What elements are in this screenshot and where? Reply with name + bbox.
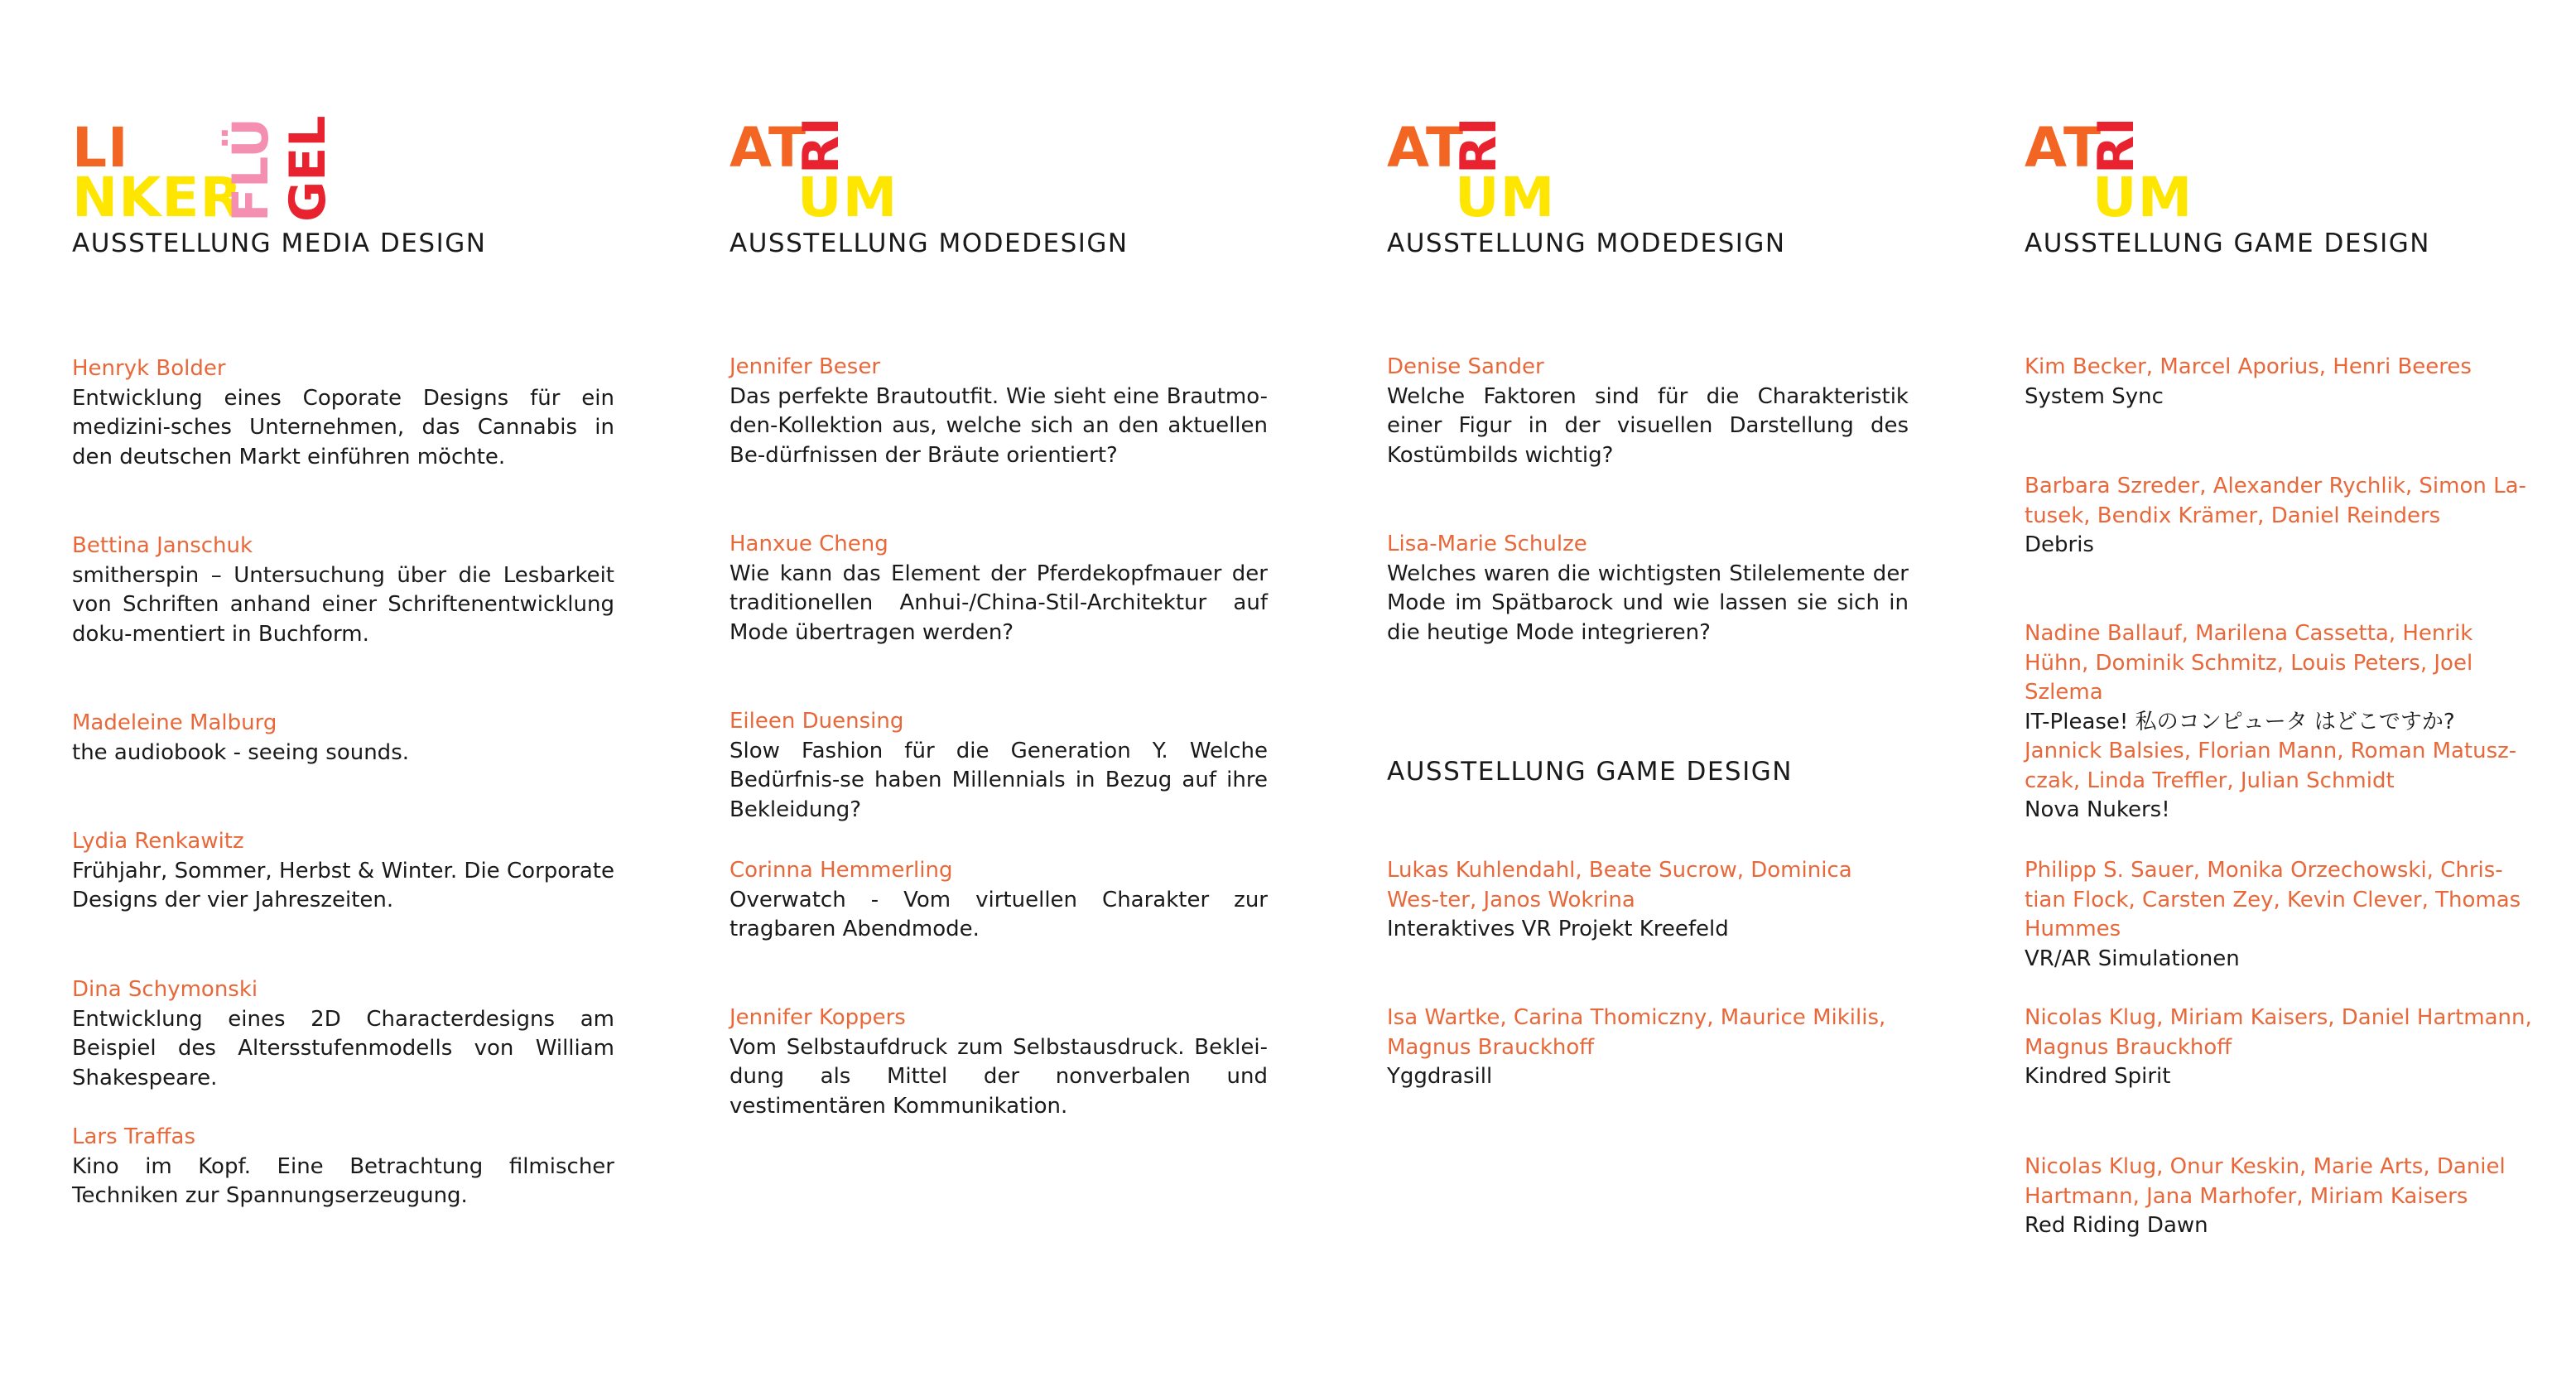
logo-part-at: AT: [2025, 116, 2102, 180]
entry-description: the audiobook - seeing sounds.: [72, 739, 409, 765]
entry-description: Das perfekte Brautoutfit. Wie sieht eine Brautmo-den-Kollektion aus, welche sich an den aktuellen Be-dürfnissen der Bräute orientiert?: [729, 383, 1268, 468]
entry-name: Henryk Bolder: [72, 356, 226, 381]
entry-description: Wie kann das Element der Pferdekopfmauer der traditionellen Anhui-/China-Stil-Architektur auf Mode übertragen werden?: [729, 561, 1268, 645]
entry-name: Kim Becker, Marcel Aporius, Henri Beeres: [2025, 354, 2472, 379]
entry-description: Welche Faktoren sind für die Charakteristik einer Figur in der visuellen Darstellung des Kostümbilds wichtig?: [1387, 383, 1909, 468]
logo-part-ri: RI: [792, 117, 850, 174]
list-item: [729, 353, 1268, 470]
entry-name: Isa Wartke, Carina Thomiczny, Maurice Mikilis, Magnus Brauckhoff: [1387, 1005, 1886, 1060]
logo-part-ri: RI: [1450, 117, 1508, 174]
column-media-design: [72, 0, 643, 1396]
entry-description: Vom Selbstaufdruck zum Selbstausdruck. Beklei-dung als Mittel der nonverbalen und vestimentären Kommunikation.: [729, 1034, 1268, 1119]
entry-name: Nicolas Klug, Miriam Kaisers, Daniel Hartmann, Magnus Brauckhoff: [2025, 1005, 2532, 1060]
list-item: [729, 530, 1268, 647]
entry-description: Yggdrasill: [1387, 1064, 1493, 1089]
logo-part-at: AT: [1387, 116, 1464, 180]
list-item: [72, 532, 614, 649]
section-heading: AUSSTELLUNG MODEDESIGN: [729, 229, 1129, 258]
logo-part-um: UM: [2092, 166, 2193, 229]
list-item: [2025, 737, 2534, 826]
list-item: [72, 1123, 614, 1211]
entry-name: Hanxue Cheng: [729, 532, 888, 556]
list-item: [2025, 1004, 2534, 1092]
list-item: [72, 354, 614, 472]
logo-part-ri: RI: [2087, 117, 2145, 174]
entry-description: Entwicklung eines 2D Characterdesigns am Beispiel des Altersstufenmodells von William Shakespeare.: [72, 1006, 614, 1090]
entry-description: Slow Fashion für die Generation Y. Welche Bedürfnis-se haben Millennials in Bezug auf ihre Bekleidung?: [729, 738, 1268, 822]
list-item: [72, 709, 614, 768]
entry-description: smitherspin – Untersuchung über die Lesbarkeit von Schriften anhand einer Schriftenentwicklung doku-mentiert in Buchform.: [72, 562, 614, 647]
list-item: [1387, 530, 1909, 647]
logo-part-um: UM: [797, 166, 898, 229]
entry-description: Debris: [2025, 532, 2094, 557]
logo-part-um: UM: [1455, 166, 1556, 229]
section-heading: AUSSTELLUNG GAME DESIGN: [2025, 229, 2430, 258]
list-item: [729, 1004, 1268, 1121]
list-item: [729, 856, 1268, 945]
list-item: [72, 827, 614, 916]
entry-description: Entwicklung eines Coporate Designs für ein medizini-sches Unternehmen, das Cannabis in den deutschen Markt einführen möchte.: [72, 385, 614, 469]
list-item: [2025, 856, 2534, 974]
section-heading: AUSSTELLUNG MODEDESIGN: [1387, 229, 1786, 258]
entry-description: Kindred Spirit: [2025, 1064, 2171, 1089]
entry-name: Corinna Hemmerling: [729, 858, 953, 883]
list-item: [2025, 472, 2534, 561]
entry-description: System Sync: [2025, 383, 2164, 409]
entry-name: Philipp S. Sauer, Monika Orzechowski, Chris-tian Flock, Carsten Zey, Kevin Clever, Thomas Hummes: [2025, 858, 2521, 941]
entry-description: Interaktives VR Projekt Kreefeld: [1387, 917, 1729, 941]
entry-name: Eileen Duensing: [729, 709, 904, 734]
entry-description: Frühjahr, Sommer, Herbst & Winter. Die Corporate Designs der vier Jahreszeiten.: [72, 858, 614, 912]
logo-part-li: LI: [72, 116, 129, 180]
entry-name: Lukas Kuhlendahl, Beate Sucrow, Dominica Wes-ter, Janos Wokrina: [1387, 858, 1852, 912]
entry-name: Nadine Ballauf, Marilena Cassetta, Henrik Hühn, Dominik Schmitz, Louis Peters, Joel Szlema: [2025, 621, 2473, 705]
entry-description: Overwatch - Vom virtuellen Charakter zur tragbaren Abendmode.: [729, 887, 1268, 941]
logo-part-at: AT: [729, 116, 807, 180]
entry-description: Nova Nukers!: [2025, 797, 2170, 822]
list-item: [1387, 1004, 1909, 1092]
list-item: [2025, 619, 2534, 737]
logo-part-flue: FLÜ: [222, 118, 280, 222]
entry-name: Jannick Balsies, Florian Mann, Roman Matusz-czak, Linda Treffler, Julian Schmidt: [2025, 739, 2517, 793]
entry-name: Lisa-Marie Schulze: [1387, 532, 1587, 556]
list-item: [1387, 856, 1909, 945]
section-heading-game-design: AUSSTELLUNG GAME DESIGN: [1387, 757, 1793, 787]
entry-description: IT-Please! 私のコンピュータ はどこですか?: [2025, 709, 2455, 734]
logo-part-nker: NKER: [72, 166, 243, 229]
column-game-design: [2025, 0, 2538, 1396]
list-item: [2025, 353, 2534, 412]
entry-name: Madeleine Malburg: [72, 710, 277, 735]
entry-description: Kino im Kopf. Eine Betrachtung filmischer Techniken zur Spannungserzeugung.: [72, 1153, 614, 1208]
column-modedesign-gamedesign: [1387, 0, 1917, 1396]
list-item: [2025, 1153, 2534, 1241]
logo-part-gel: GEL: [279, 115, 337, 222]
entry-name: Lydia Renkawitz: [72, 829, 244, 854]
section-heading: AUSSTELLUNG MEDIA DESIGN: [72, 229, 487, 258]
list-item: [1387, 353, 1909, 470]
column-modedesign: [729, 0, 1276, 1396]
entry-name: Nicolas Klug, Onur Keskin, Marie Arts, Daniel Hartmann, Jana Marhofer, Miriam Kaisers: [2025, 1154, 2506, 1209]
entry-description: Red Riding Dawn: [2025, 1213, 2208, 1238]
entry-name: Dina Schymonski: [72, 977, 258, 1002]
entry-name: Bettina Janschuk: [72, 533, 253, 558]
entry-name: Jennifer Beser: [729, 354, 881, 379]
entry-name: Jennifer Koppers: [729, 1005, 906, 1030]
entry-description: Welches waren die wichtigsten Stilelemente der Mode im Spätbarock und wie lassen sie sich in die heutige Mode integrieren?: [1387, 561, 1909, 645]
entry-name: Barbara Szreder, Alexander Rychlik, Simon La-tusek, Bendix Krämer, Daniel Reinders: [2025, 474, 2526, 528]
list-item: [729, 707, 1268, 825]
entry-description: VR/AR Simulationen: [2025, 946, 2240, 971]
entry-name: Lars Traffas: [72, 1124, 195, 1149]
list-item: [72, 975, 614, 1093]
entry-name: Denise Sander: [1387, 354, 1544, 379]
